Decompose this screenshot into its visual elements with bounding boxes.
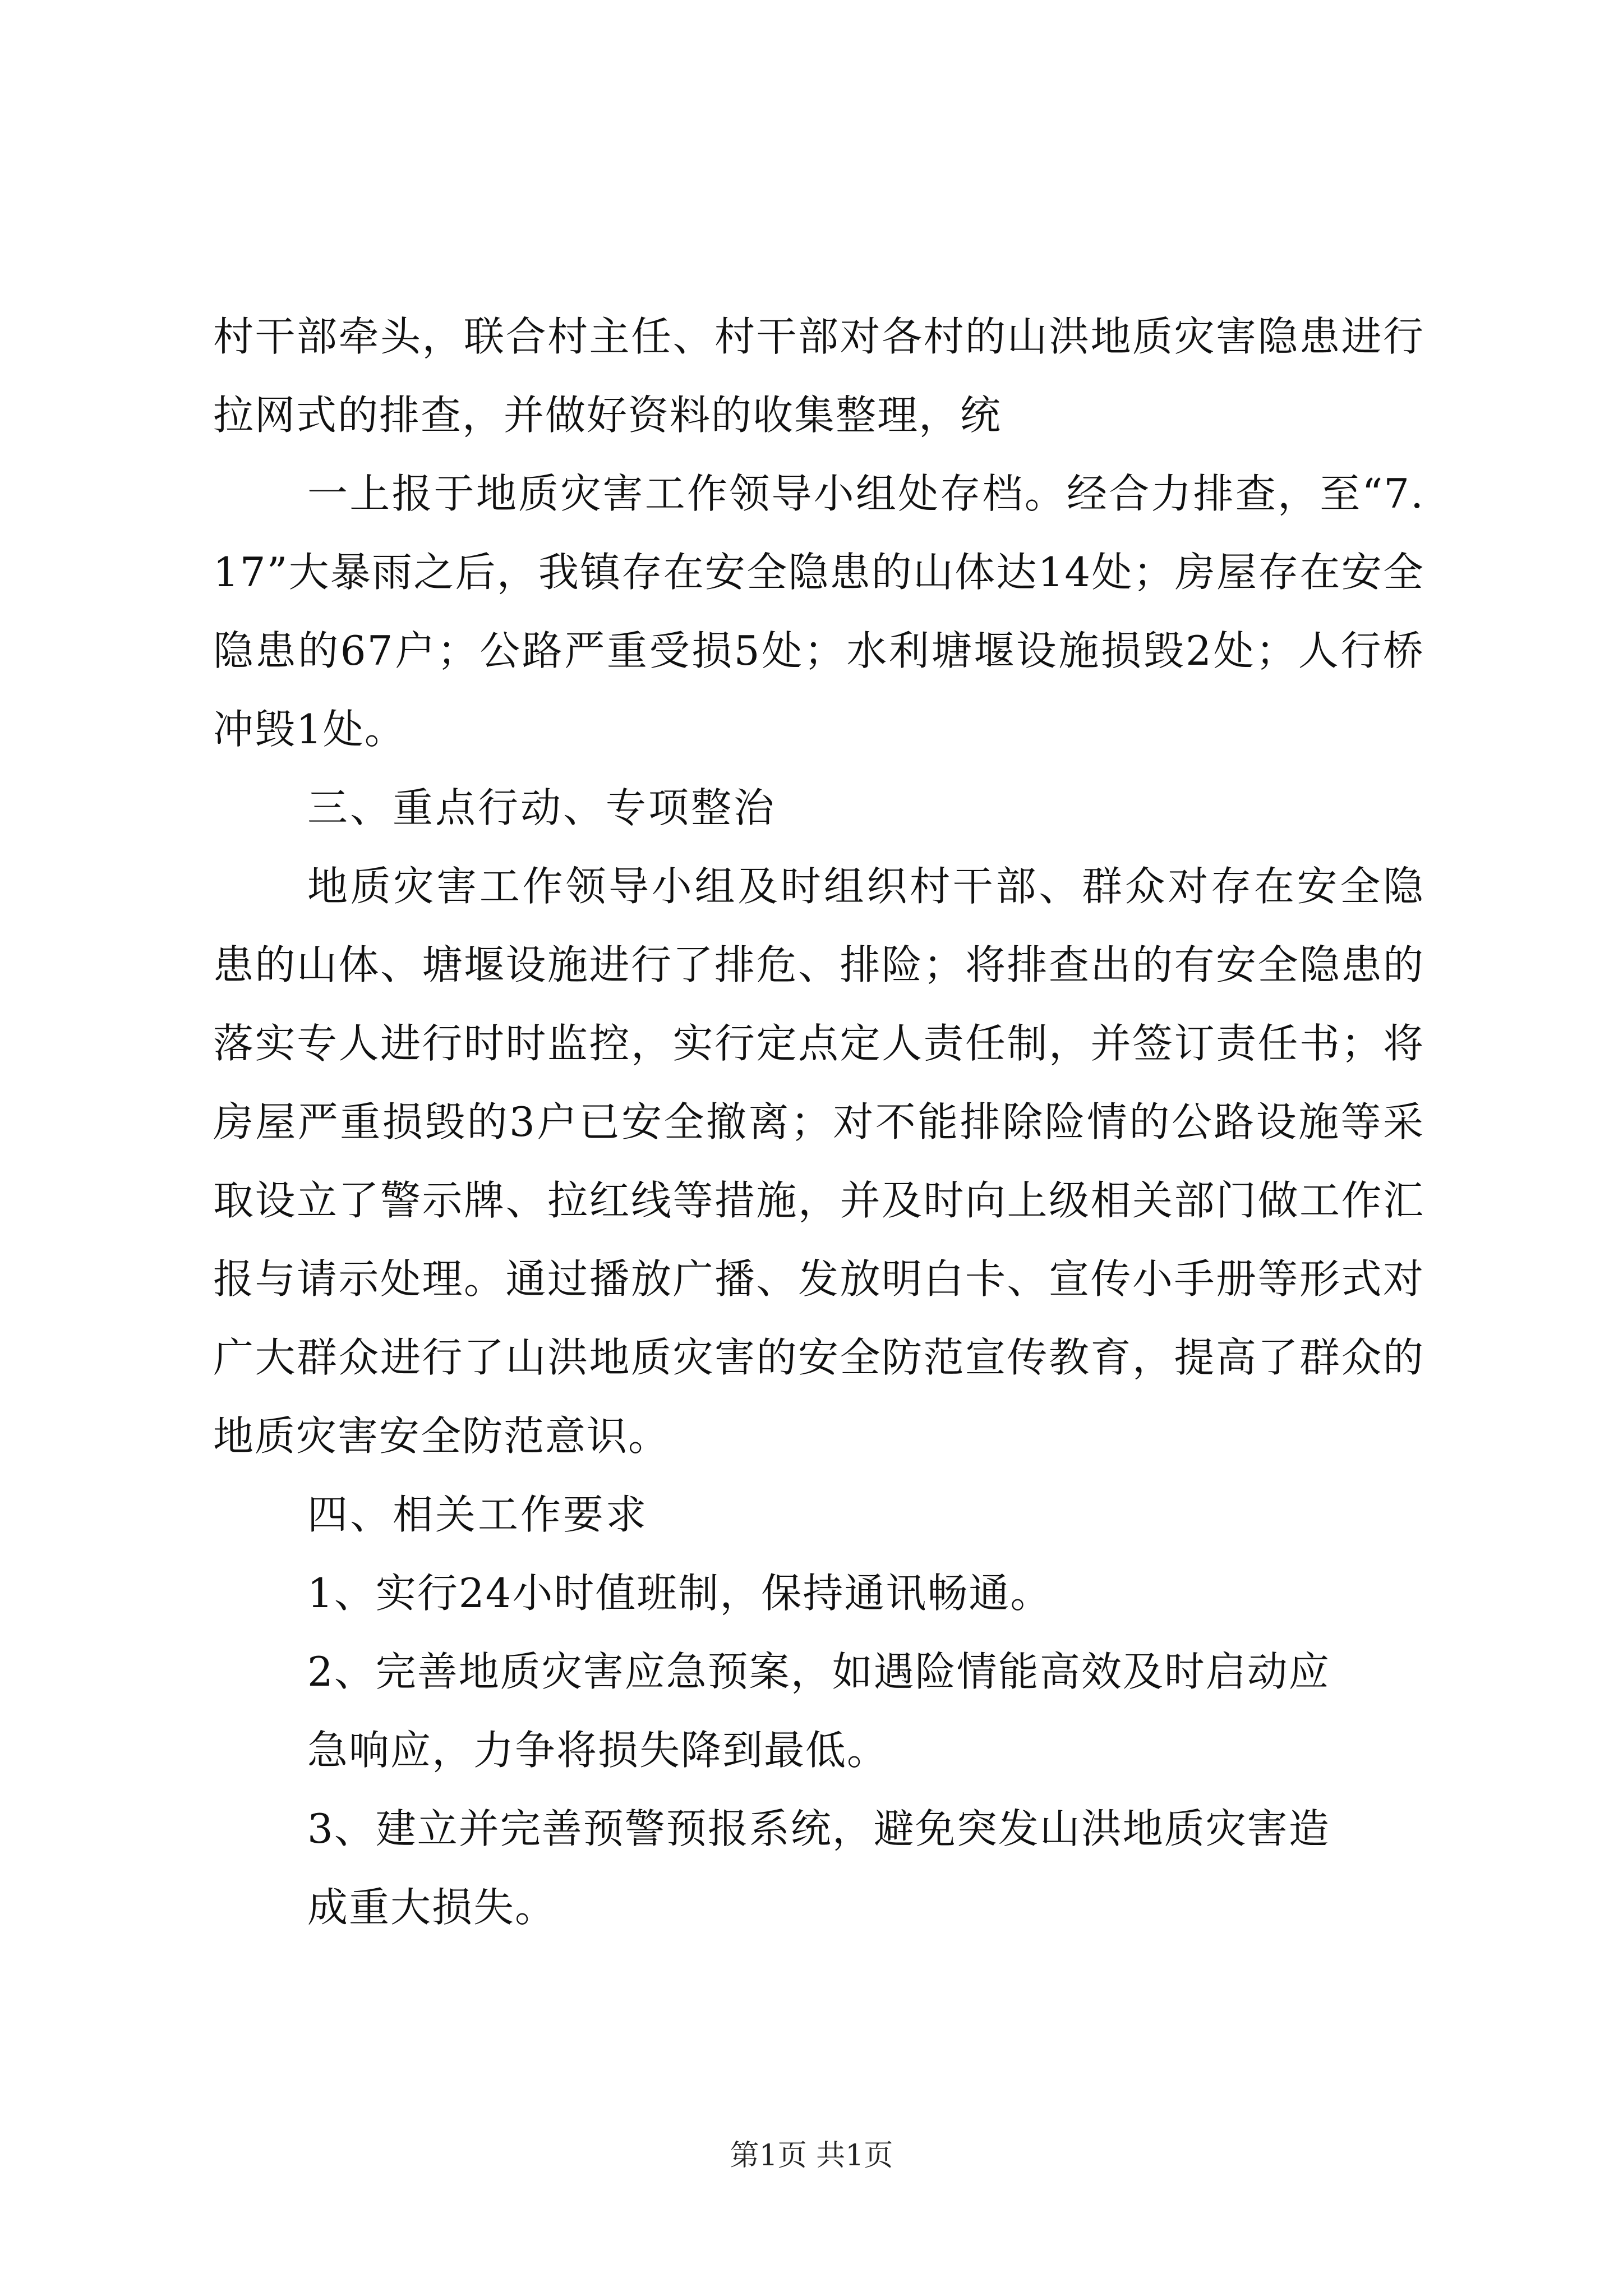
- paragraph-investigation: 村干部牵头，联合村主任、村干部对各村的山洪地质灾害隐患进行拉网式的排查，并做好资料的收集整理，统: [213, 313, 1424, 439]
- requirement-item-2: 2、完善地质灾害应急预案，如遇险情能高效及时启动应急响应，力争将损失降到最低。: [307, 1648, 1330, 1774]
- paragraph-survey-results: 一上报于地质灾害工作领导小组处存档。经合力排查，至“7.17”大暴雨之后，我镇存在安全隐患的山体达14处；房屋存在安全隐患的67户；公路严重受损5处；水利塘堰设施损毁2处；人行桥冲毁1处。: [213, 470, 1424, 753]
- section-heading-key-actions: 三、重点行动、专项整治: [307, 784, 777, 831]
- section-heading-requirements: 四、相关工作要求: [307, 1491, 649, 1538]
- document-body: [213, 297, 1424, 1947]
- page-number-footer: 第1页 共1页: [730, 2139, 893, 2173]
- requirement-item-3: 3、建立并完善预警预报系统，避免突发山洪地质灾害造成重大损失。: [307, 1805, 1330, 1931]
- paragraph-remediation: 地质灾害工作领导小组及时组织村干部、群众对存在安全隐患的山体、塘堰设施进行了排危、排险；将排查出的有安全隐患的落实专人进行时时监控，实行定点定人责任制，并签订责任书；将房屋严重损毁的3户已安全撤离；对不能排除险情的公路设施等采取设立了警示牌、拉红线等措施，并及时向上级相关部门做工作汇报与请示处理。通过播放广播、发放明白卡、宣传小手册等形式对广大群众进行了山洪地质灾害的安全防范宣传教育，提高了群众的地质灾害安全防范意识。: [213, 863, 1424, 1460]
- requirement-item-1: 1、实行24小时值班制，保持通讯畅通。: [307, 1570, 1052, 1617]
